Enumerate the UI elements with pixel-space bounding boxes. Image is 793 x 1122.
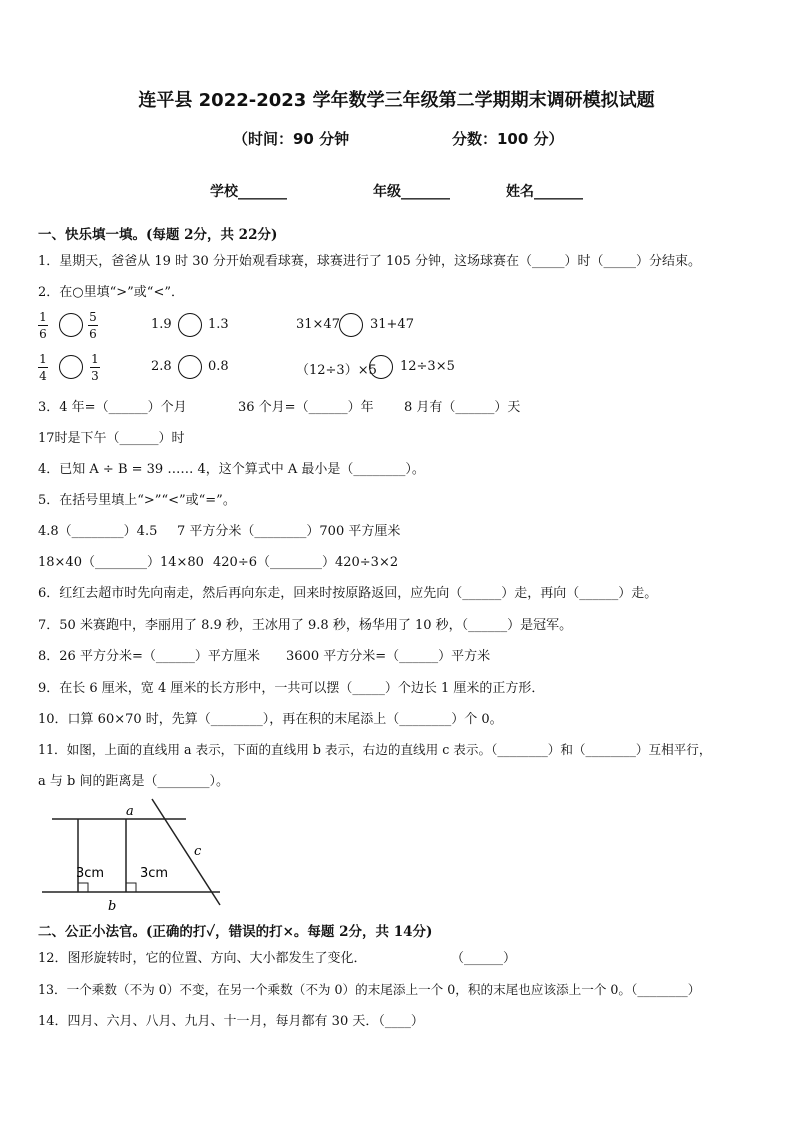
question-5b: 7 平方分米（________）700 平方厘米 [177,524,401,539]
fraction-1-3: 1 3 [91,352,99,383]
compare-circle[interactable] [339,313,363,337]
page-title: 连平县 2022-2023 学年数学三年级第二学期期末调研模拟试题 [138,90,655,111]
question-5: 5．在括号里填上“>”“<”或“=”。 [38,493,236,508]
compare-left: 2.8 [151,359,172,374]
compare-right: 12÷3×5 [400,359,455,374]
label-b: b [108,899,117,914]
question-3d: 17时是下午（______）时 [38,431,185,446]
fraction-5-6: 5 6 [89,310,97,341]
fraction-1-4: 1 4 [39,352,47,383]
right-angle-mark [78,883,88,892]
question-9: 9．在长 6 厘米，宽 4 厘米的长方形中，一共可以摆（_____）个边长 1 厘米的正方形． [38,681,545,696]
exam-score: 分数：100 分） [452,130,564,148]
parallel-lines-figure [38,795,228,915]
compare-left: 1.9 [151,317,172,332]
name-field: 姓名_______ [506,184,583,200]
section-1-heading: 一、快乐填一填。(每题 2分，共 22分) [38,227,278,243]
question-8b: 3600 平方分米=（______）平方米 [286,649,491,664]
compare-right: 31+47 [370,317,414,332]
compare-left: 31×47 [296,317,340,332]
compare-right: 0.8 [208,359,229,374]
question-13: 13．一个乘数（不为 0）不变，在另一个乘数（不为 0）的末尾添上一个 0，积的末尾也应该添上一个 0。（________） [38,982,701,997]
compare-right: 1.3 [208,317,229,332]
compare-circle[interactable] [59,355,83,379]
grade-field: 年级_______ [373,184,450,200]
question-12-blank: （______） [451,951,517,966]
section-2-heading: 二、公正小法官。(正确的打✓，错误的打×。每题 2分，共 14分) [38,924,433,940]
question-3c: 8 月有（______）天 [404,400,521,415]
line-c [152,799,220,905]
question-11a: 11．如图，上面的直线用 a 表示，下面的直线用 b 表示，右边的直线用 c 表示。（________）和（________）互相平行， [38,742,712,757]
compare-circle[interactable] [59,313,83,337]
right-angle-mark [126,883,136,892]
question-3b: 36 个月=（______）年 [238,400,374,415]
question-12: 12．图形旋转时，它的位置、方向、大小都发生了变化． [38,951,367,966]
question-6: 6．红红去超市时先向南走，然后再向东走，回来时按原路返回，应先向（______）走，再向（______）走。 [38,586,658,601]
question-14: 14．四月、六月、八月、九月、十一月，每月都有 30 天．（____） [38,1014,424,1029]
question-7: 7．50 米赛跑中，李丽用了 8.9 秒，王冰用了 9.8 秒，杨华用了 10 秒，（______）是冠军。 [38,618,573,633]
label-left-length: 3cm [76,866,105,881]
question-11b: a 与 b 间的距离是（________）。 [38,774,229,789]
compare-left: （12÷3）×5 [296,363,377,378]
compare-circle[interactable] [178,355,202,379]
label-c: c [194,844,202,859]
question-10: 10．口算 60×70 时，先算（________），再在积的末尾添上（________）个 0。 [38,712,503,727]
question-5d: 420÷6（________）420÷3×2 [213,555,399,570]
exam-time: （时间：90 分钟 [233,130,350,148]
school-field: 学校_______ [210,184,287,200]
question-5a: 4.8（________）4.5 [38,524,158,539]
question-2: 2．在○里填“>”或“<”． [38,285,184,300]
question-1: 1．星期天，爸爸从 19 时 30 分开始观看球赛，球赛进行了 105 分钟，这场球赛在（_____）时（_____）分结束。 [38,254,701,269]
question-8a: 8．26 平方分米=（______）平方厘米 [38,649,260,664]
question-5c: 18×40（________）14×80 [38,555,204,570]
compare-circle[interactable] [178,313,202,337]
question-3a: 3．4 年=（______）个月 [38,400,187,415]
question-4: 4．已知 A ÷ B = 39 …… 4，这个算式中 A 最小是（________）。 [38,462,425,477]
label-a: a [126,804,134,819]
label-right-length: 3cm [140,866,169,881]
compare-circle[interactable] [369,355,393,379]
fraction-1-6: 1 6 [39,310,47,341]
